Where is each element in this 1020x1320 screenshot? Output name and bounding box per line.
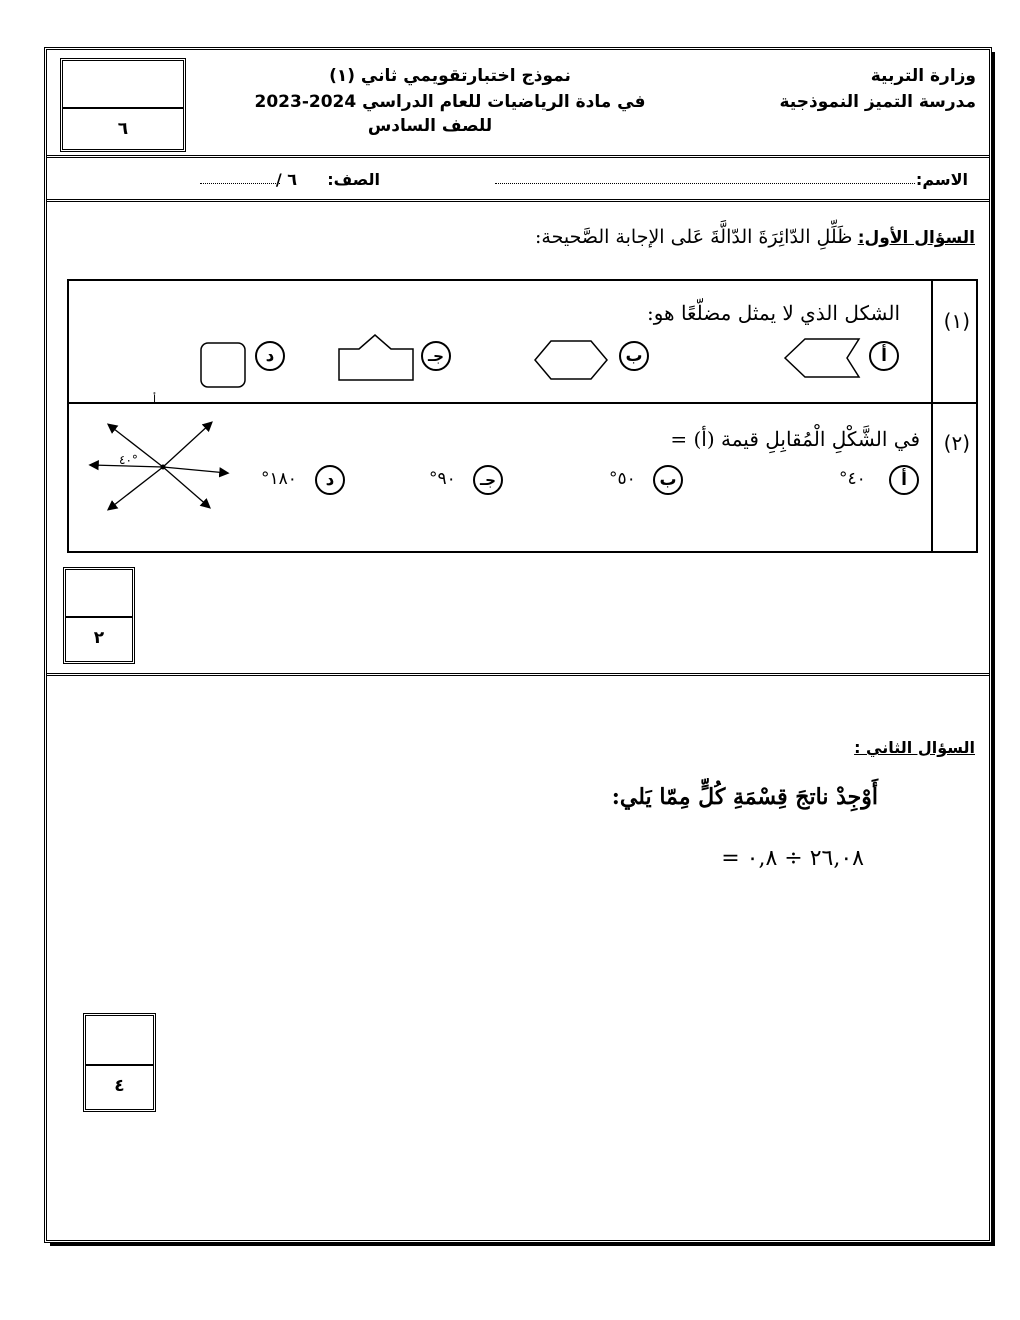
question1-instruction: ظَلِّلِ الدّائِرَةَ الدّالَّةَ عَلى الإجابة الصَّحيحة: — [535, 226, 853, 248]
class-field[interactable] — [200, 183, 280, 184]
intersecting-lines-figure — [87, 407, 237, 519]
name-field[interactable] — [495, 183, 915, 184]
item1-option-a-circle[interactable]: أ — [869, 341, 899, 371]
question2-score-box — [83, 1013, 156, 1112]
figure-angle-label: ٤٠° — [119, 453, 138, 467]
question1-divider — [47, 673, 989, 676]
ministry-name: وزارة التربية — [870, 66, 976, 86]
student-divider — [47, 199, 989, 202]
item2-option-b-value: ٥٠° — [609, 469, 636, 489]
exam-subject: في مادة الرياضيات للعام الدراسي 2024-2023 — [254, 92, 646, 112]
frame-shadow-right — [992, 52, 995, 1246]
item1-option-d-circle[interactable]: د — [255, 341, 285, 371]
class-value: ٦ / — [275, 170, 297, 189]
item2-option-c-circle[interactable]: جـ — [473, 465, 503, 495]
item2-option-a-circle[interactable]: أ — [889, 465, 919, 495]
item1-number: (١) — [943, 309, 970, 333]
question1-table — [67, 279, 978, 553]
item2-option-b-circle[interactable]: ب — [653, 465, 683, 495]
grade-label: للصف السادس — [367, 116, 493, 136]
question1-score: ٢ — [93, 628, 105, 648]
frame-shadow-bottom — [50, 1243, 995, 1246]
rounded-square-shape — [199, 341, 249, 391]
item1-text: الشكل الذي لا يمثل مضلّعًا هو: — [646, 301, 900, 325]
item2-option-d-circle[interactable]: د — [315, 465, 345, 495]
question2-title: السؤال الثاني : — [854, 738, 975, 757]
item2-option-c-value: ٩٠° — [429, 469, 456, 489]
item2-option-d-value: ١٨٠° — [261, 469, 297, 489]
exam-title: نموذج اختبارتقويمي ثاني (١) — [329, 66, 571, 86]
class-label: الصف: — [327, 170, 380, 189]
item1-option-b-circle[interactable]: ب — [619, 341, 649, 371]
hexagon-shape — [533, 339, 611, 381]
item2-option-a-value: ٤٠° — [839, 469, 866, 489]
question2-instruction: أَوْجِدْ ناتجَ قِسْمَةِ كُلٍّ مِمّا يَلي: — [611, 784, 878, 810]
question1-score-box — [63, 567, 135, 664]
school-name: مدرسة التميز النموذجية — [779, 92, 976, 112]
question2-score: ٤ — [114, 1076, 125, 1096]
question1-heading — [535, 226, 975, 248]
item2-text: في الشَّكْلِ الْمُقابِلِ قيمة (أ) = — [670, 427, 920, 451]
question1-title: السؤال الأول: — [857, 228, 975, 248]
item2-number: (٢) — [943, 431, 970, 455]
item1-option-c-circle[interactable]: جـ — [421, 341, 451, 371]
total-score: ٦ — [117, 119, 129, 139]
house-shape — [337, 333, 417, 383]
header-divider — [47, 155, 989, 158]
concave-pentagon-shape — [783, 337, 861, 379]
total-score-box — [60, 58, 186, 152]
name-label: الاسم: — [915, 170, 968, 189]
figure-point-label: أ — [153, 393, 157, 406]
question2-expression: ٢٦,٠٨ ÷ ٠,٨ = — [721, 846, 864, 871]
